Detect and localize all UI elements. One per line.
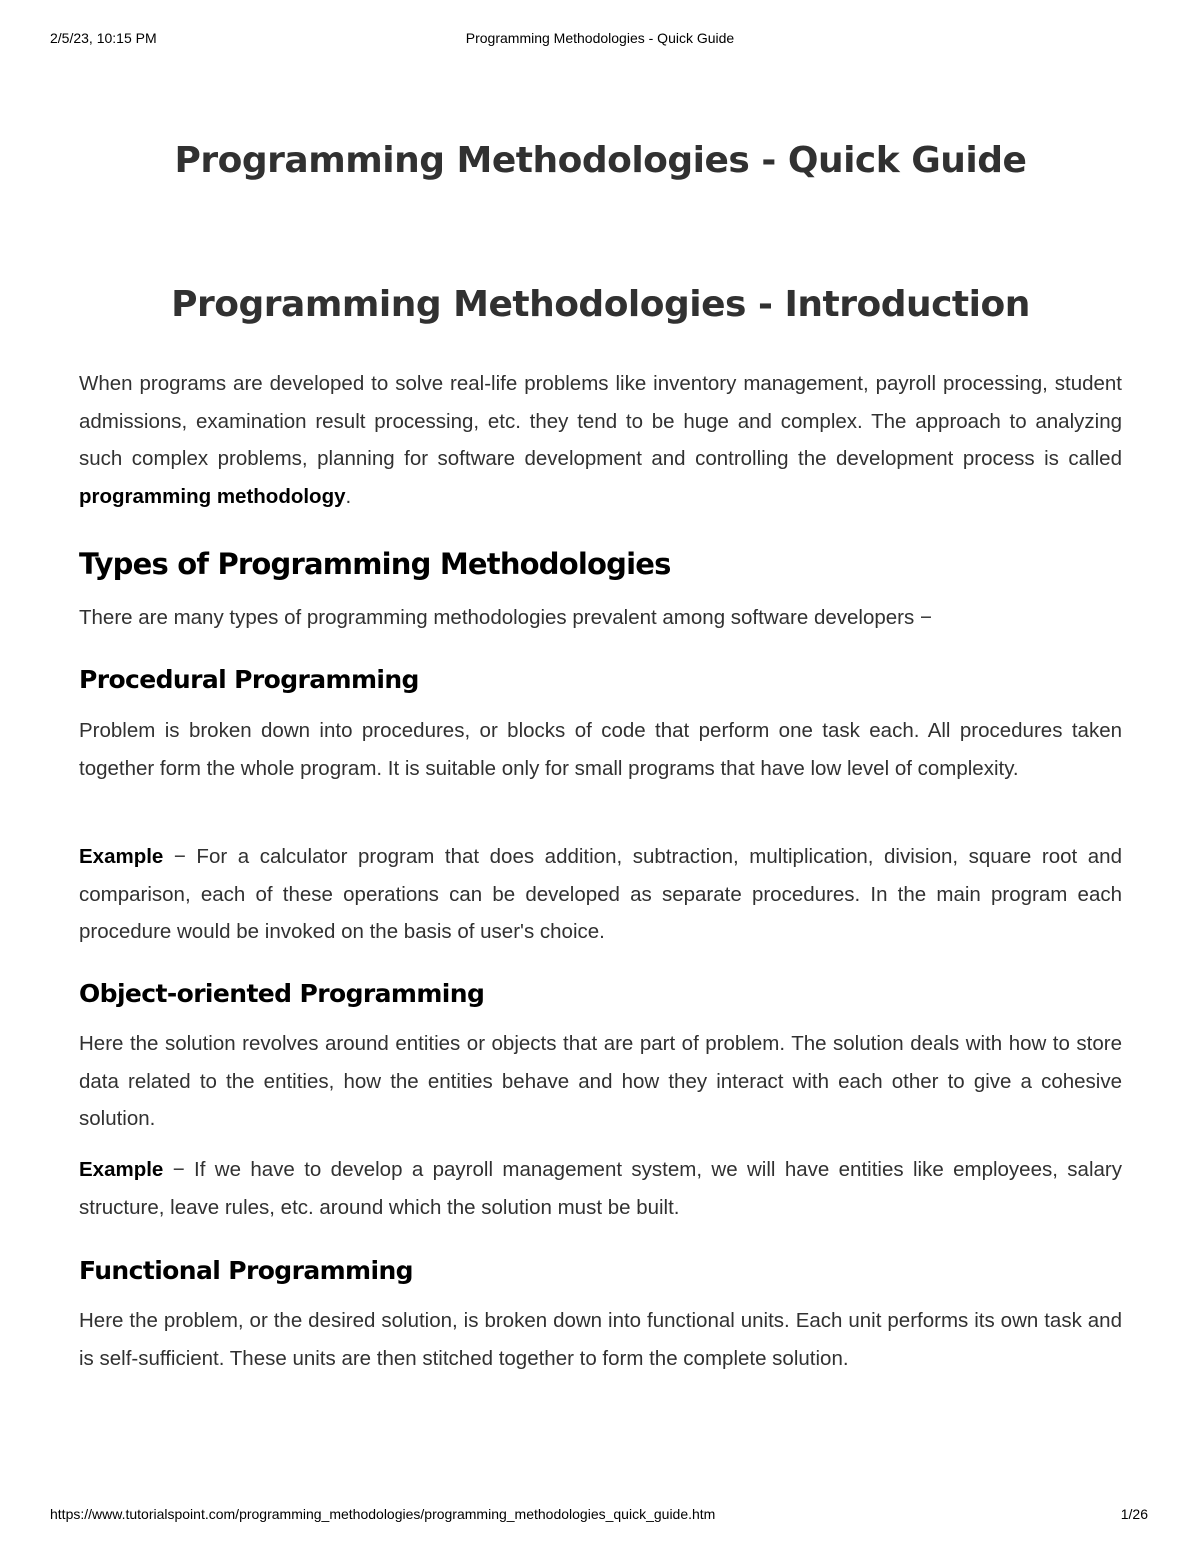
procedural-description: Problem is broken down into procedures, or blocks of code that perform one task each. All procedures taken together form the whole program. It is suitable only for small programs that have low level of complexity. bbox=[79, 719, 1122, 780]
functional-heading: Functional Programming bbox=[79, 1256, 413, 1285]
intro-paragraph-text: When programs are developed to solve real-life problems like inventory management, payroll processing, student admissions, examination result processing, etc. they tend to be huge and complex. The approach to analyzing such complex problems, planning for software development and controlling the development process is called bbox=[79, 372, 1122, 470]
types-intro-text: There are many types of programming methodologies prevalent among software developers − bbox=[79, 606, 932, 629]
print-url: https://www.tutorialspoint.com/programming_methodologies/programming_methodologies_quick_guide.htm bbox=[50, 1506, 716, 1522]
object-oriented-description: Here the solution revolves around entities or objects that are part of problem. The solution deals with how to store data related to the entities, how the entities behave and how they interact with each other to give a cohesive solution. bbox=[79, 1032, 1122, 1130]
object-oriented-heading: Object-oriented Programming bbox=[79, 979, 485, 1008]
types-heading: Types of Programming Methodologies bbox=[79, 547, 671, 581]
procedural-heading: Procedural Programming bbox=[79, 665, 419, 694]
intro-heading: Programming Methodologies - Introduction bbox=[171, 284, 1030, 325]
page-title: Programming Methodologies - Quick Guide bbox=[174, 140, 1027, 181]
print-header bbox=[50, 30, 1150, 50]
intro-paragraph-end: . bbox=[345, 484, 352, 508]
procedural-example bbox=[79, 838, 1122, 951]
intro-paragraph-bold: programming methodology bbox=[79, 484, 346, 508]
object-oriented-example bbox=[79, 1151, 1122, 1226]
functional-description: Here the problem, or the desired solution, is broken down into functional units. Each unit performs its own task and is self-sufficient. These units are then stitched together to form the complete solution. bbox=[79, 1309, 1122, 1370]
print-footer bbox=[50, 1506, 1148, 1526]
print-date: 2/5/23, 10:15 PM bbox=[50, 30, 157, 46]
object-oriented-example-label: Example bbox=[79, 1158, 164, 1181]
procedural-example-text: − For a calculator program that does addition, subtraction, multiplication, division, square root and comparison, each of these operations can be developed as separate procedures. In the main program each procedure would be invoked on the basis of user's choice. bbox=[79, 845, 1122, 943]
procedural-example-label: Example bbox=[79, 845, 164, 868]
page-number: 1/26 bbox=[1120, 1506, 1148, 1522]
print-doc-title: Programming Methodologies - Quick Guide bbox=[465, 30, 735, 46]
object-oriented-example-text: − If we have to develop a payroll management system, we will have entities like employees, salary structure, leave rules, etc. around which the solution must be built. bbox=[79, 1158, 1122, 1219]
intro-paragraph bbox=[79, 365, 1122, 515]
